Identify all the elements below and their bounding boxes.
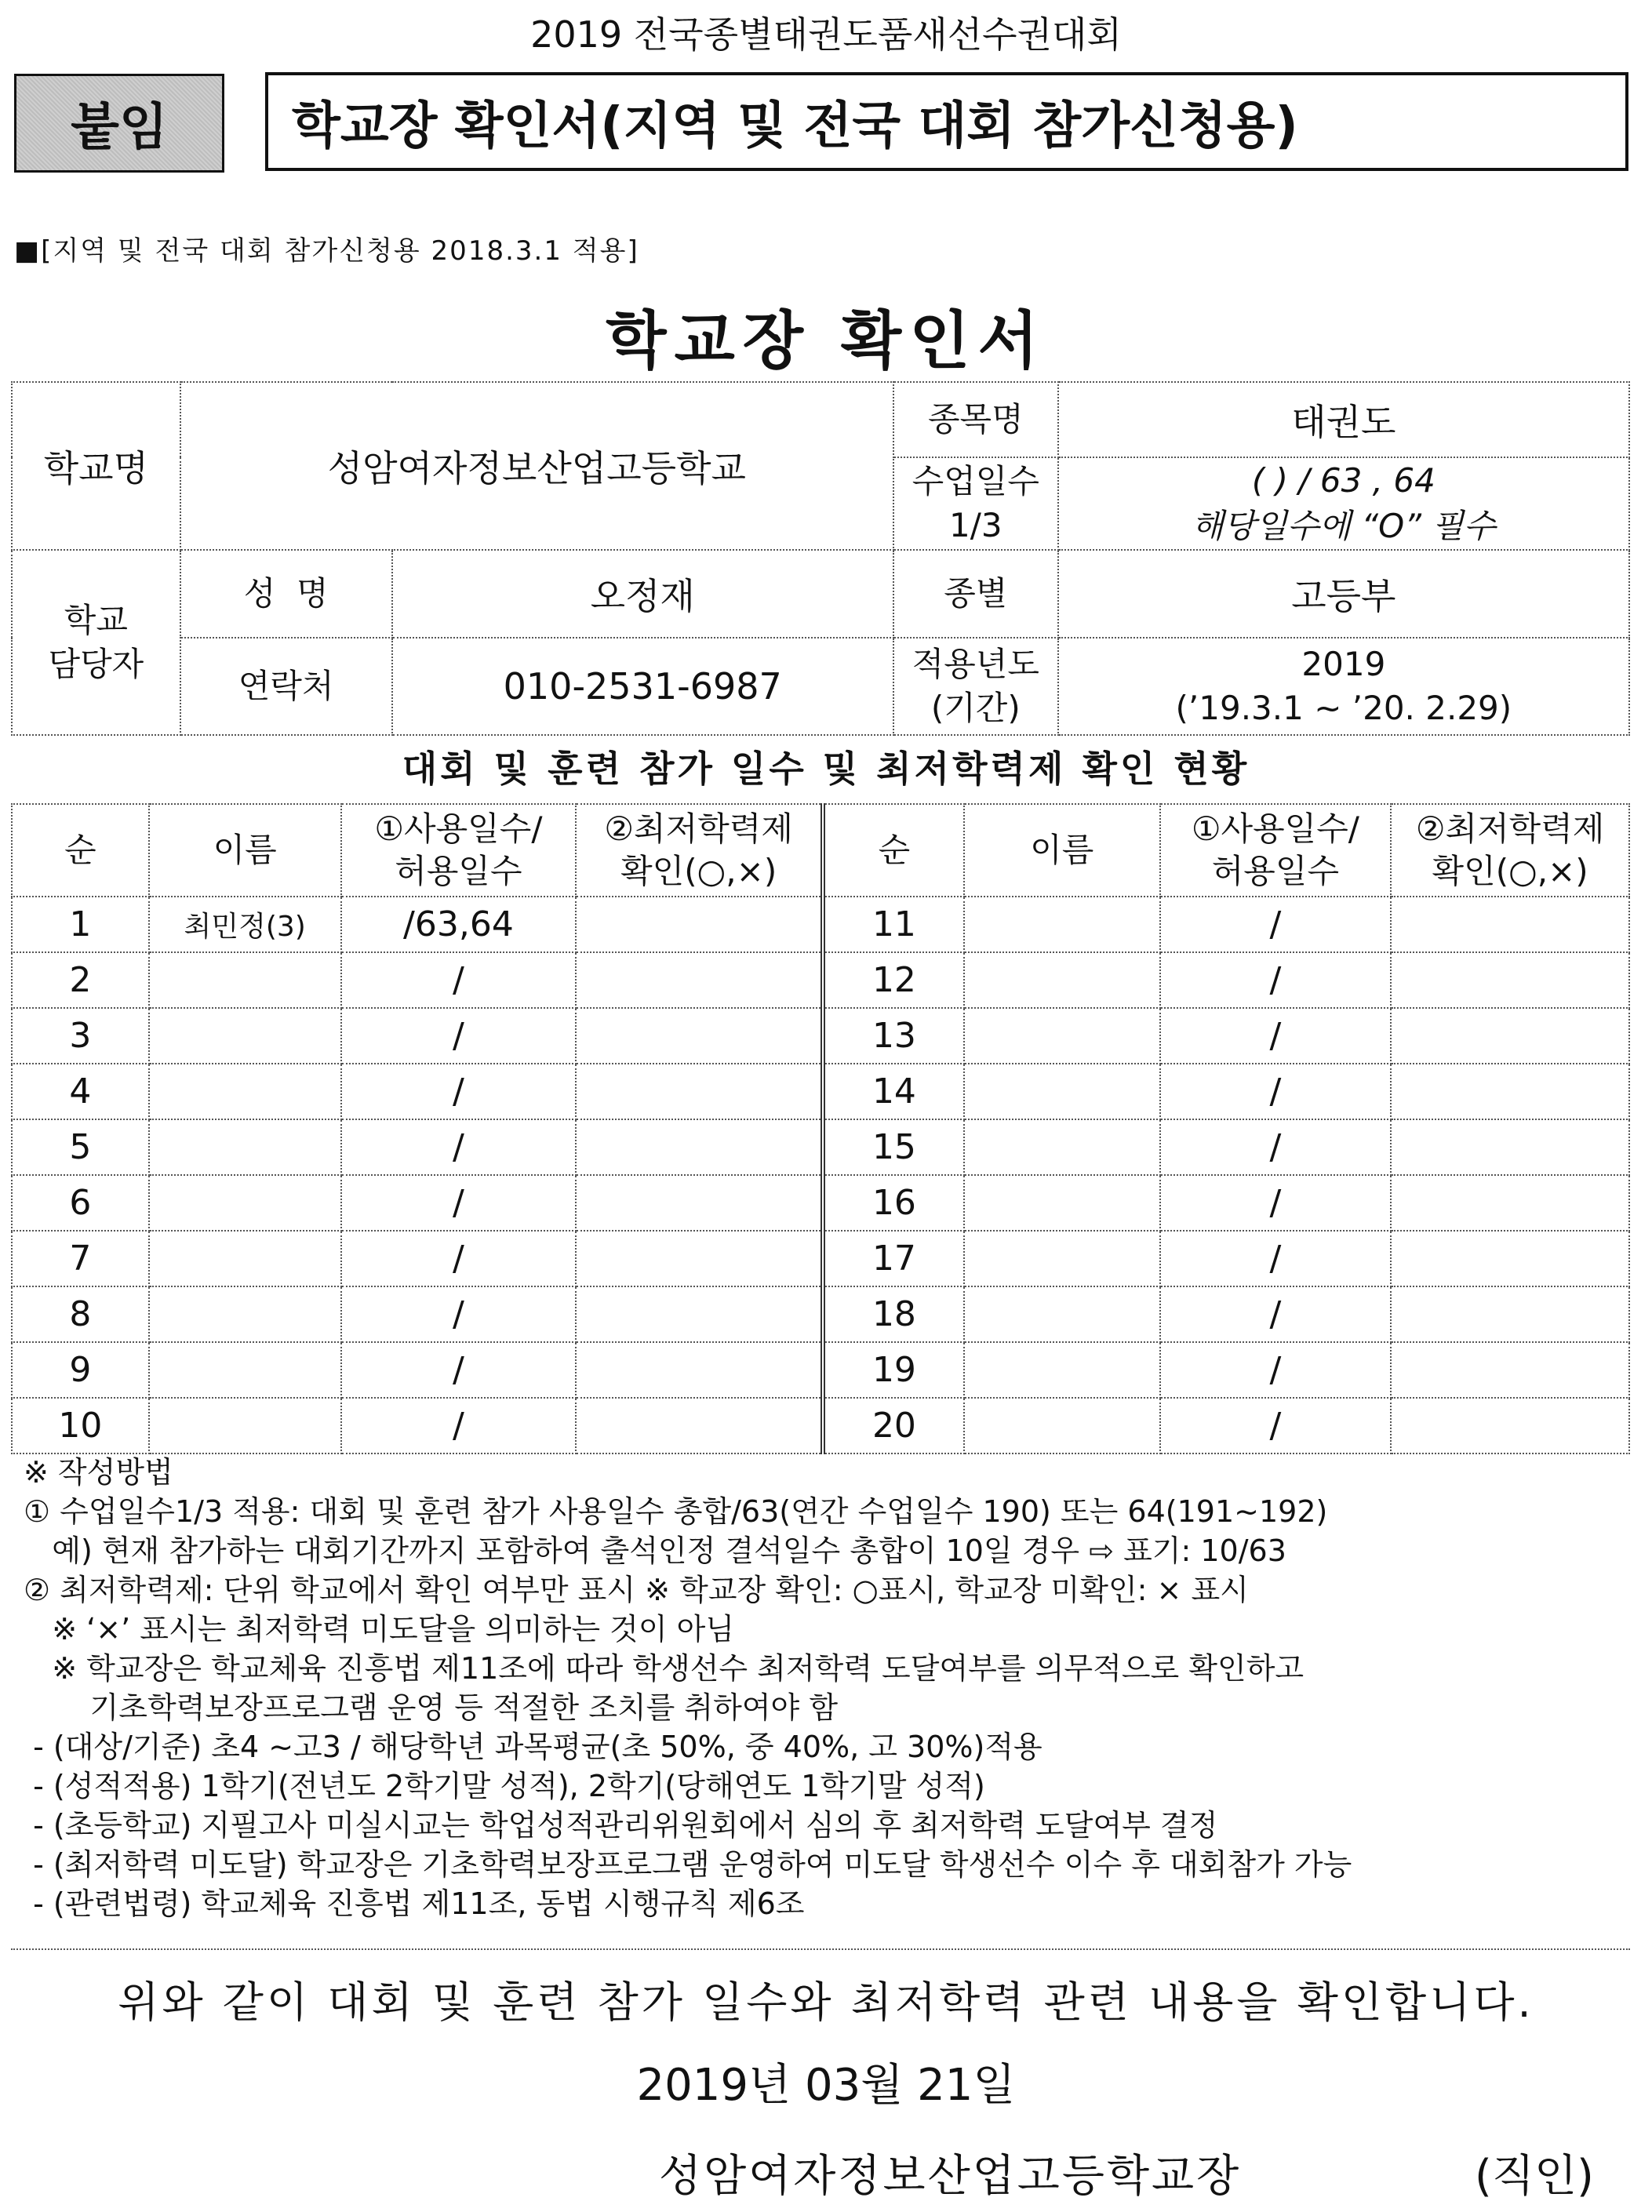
row-number: 20 bbox=[823, 1398, 964, 1453]
row-name bbox=[149, 1008, 341, 1064]
row-name bbox=[149, 1231, 341, 1286]
year-label: 적용년도 (기간) bbox=[893, 638, 1058, 735]
table-row bbox=[12, 952, 1629, 1008]
row-number: 12 bbox=[823, 952, 964, 1008]
row-check bbox=[576, 1119, 823, 1175]
instruction-line: - (성적적용) 1학기(전년도 2학기말 성적), 2학기(당해연도 1학기말 성적) bbox=[24, 1769, 985, 1803]
row-days: / bbox=[1160, 1398, 1392, 1453]
row-check bbox=[576, 1342, 823, 1398]
row-days: / bbox=[1160, 1231, 1392, 1286]
row-days: / bbox=[341, 1175, 577, 1231]
row-number: 3 bbox=[12, 1008, 149, 1064]
notice-line: ■[지역 및 전국 대회 참가신청용 2018.3.1 적용] bbox=[14, 235, 639, 267]
table-row bbox=[12, 1398, 1629, 1453]
sport-value: 태권도 bbox=[1058, 382, 1629, 457]
name-label: 성 명 bbox=[180, 550, 392, 638]
year-value: 2019 (’19.3.1 ~ ’20. 2.29) bbox=[1058, 638, 1629, 735]
row-number: 7 bbox=[12, 1231, 149, 1286]
row-name bbox=[964, 1342, 1160, 1398]
row-days: / bbox=[341, 1064, 577, 1119]
info-table bbox=[11, 381, 1630, 736]
table-row bbox=[12, 1175, 1629, 1231]
row-number: 18 bbox=[823, 1286, 964, 1342]
instruction-line: - (관련법령) 학교체육 진흥법 제11조, 동법 시행규칙 제6조 bbox=[24, 1886, 805, 1921]
document-title: 학교장 확인서 bbox=[606, 304, 1046, 377]
header-check-left: ②최저학력제 확인(○,×) bbox=[576, 804, 823, 897]
row-number: 6 bbox=[12, 1175, 149, 1231]
row-number: 8 bbox=[12, 1286, 149, 1342]
row-days: / bbox=[1160, 1119, 1392, 1175]
instruction-line: 예) 현재 참가하는 대회기간까지 포함하여 출석인정 결석일수 총합이 10일 경우 ⇨ 표기: 10/63 bbox=[24, 1533, 1286, 1568]
row-days: / bbox=[1160, 1008, 1392, 1064]
row-days: / bbox=[341, 1231, 577, 1286]
row-name bbox=[149, 952, 341, 1008]
contact-label: 연락처 bbox=[180, 638, 392, 735]
row-days: / bbox=[341, 1008, 577, 1064]
instruction-line: ② 최저학력제: 단위 학교에서 확인 여부만 표시 ※ 학교장 확인: ○표시, 학교장 미확인: × 표시 bbox=[24, 1573, 1249, 1607]
row-days: / bbox=[1160, 1175, 1392, 1231]
row-name bbox=[964, 1064, 1160, 1119]
seal-label: (직인) bbox=[1475, 2151, 1594, 2202]
school-name: 성암여자정보산업고등학교 bbox=[180, 382, 893, 550]
confirm-statement: 위와 같이 대회 및 훈련 참가 일수와 최저학력 관련 내용을 확인합니다. bbox=[118, 1977, 1534, 2027]
row-check bbox=[576, 1286, 823, 1342]
row-name bbox=[964, 1119, 1160, 1175]
row-number: 4 bbox=[12, 1064, 149, 1119]
row-check bbox=[1391, 1398, 1629, 1453]
row-name bbox=[149, 1398, 341, 1453]
header-days-right: ①사용일수/ 허용일수 bbox=[1160, 804, 1392, 897]
header-days-left: ①사용일수/ 허용일수 bbox=[341, 804, 577, 897]
row-check bbox=[1391, 1231, 1629, 1286]
row-check bbox=[576, 1064, 823, 1119]
table-row bbox=[12, 1342, 1629, 1398]
row-days: / bbox=[341, 1119, 577, 1175]
instruction-line: ※ ‘×’ 표시는 최저학력 미도달을 의미하는 것이 아님 bbox=[24, 1612, 735, 1646]
instruction-line: - (초등학교) 지필고사 미실시교는 학업성적관리위원회에서 심의 후 최저학력 도달여부 결정 bbox=[24, 1808, 1218, 1843]
status-title: 대회 및 훈련 참가 일수 및 최저학력제 확인 현황 bbox=[402, 748, 1250, 790]
instruction-line: 기초학력보장프로그램 운영 등 적절한 조치를 취하여야 함 bbox=[24, 1690, 839, 1725]
row-check bbox=[576, 952, 823, 1008]
row-check bbox=[1391, 897, 1629, 952]
row-name bbox=[149, 1286, 341, 1342]
row-number: 15 bbox=[823, 1119, 964, 1175]
table-row bbox=[12, 1119, 1629, 1175]
row-check bbox=[1391, 952, 1629, 1008]
row-name bbox=[964, 952, 1160, 1008]
row-check bbox=[576, 1008, 823, 1064]
sport-label: 종목명 bbox=[893, 382, 1058, 457]
instruction-line: - (대상/기준) 초4 ~고3 / 해당학년 과목평균(초 50%, 중 40%, 고 30%)적용 bbox=[24, 1730, 1043, 1764]
signer-name: 성암여자정보산업고등학교장 bbox=[659, 2151, 1242, 2202]
row-number: 2 bbox=[12, 952, 149, 1008]
header-check-right: ②최저학력제 확인(○,×) bbox=[1391, 804, 1629, 897]
contact-value: 010-2531-6987 bbox=[392, 638, 893, 735]
row-name bbox=[964, 1231, 1160, 1286]
row-name bbox=[964, 897, 1160, 952]
row-check bbox=[1391, 1008, 1629, 1064]
table-row bbox=[12, 1064, 1629, 1119]
manager-label: 학교 담당자 bbox=[12, 550, 180, 735]
row-number: 19 bbox=[823, 1342, 964, 1398]
school-label: 학교명 bbox=[12, 382, 180, 550]
event-title: 2019 전국종별태권도품새선수권대회 bbox=[530, 13, 1122, 56]
name-value: 오정재 bbox=[392, 550, 893, 638]
instruction-line: - (최저학력 미도달) 학교장은 기초학력보장프로그램 운영하여 미도달 학생선수 이수 후 대회참가 가능 bbox=[24, 1847, 1352, 1882]
table-row bbox=[12, 1231, 1629, 1286]
row-check bbox=[1391, 1342, 1629, 1398]
row-number: 9 bbox=[12, 1342, 149, 1398]
row-days: / bbox=[1160, 1286, 1392, 1342]
row-days: / bbox=[1160, 952, 1392, 1008]
row-number: 1 bbox=[12, 897, 149, 952]
table-row bbox=[12, 897, 1629, 952]
row-number: 16 bbox=[823, 1175, 964, 1231]
issue-date: 2019년 03월 21일 bbox=[636, 2060, 1016, 2111]
header-name-left: 이름 bbox=[149, 804, 341, 897]
row-days: / bbox=[341, 952, 577, 1008]
instruction-line: ※ 학교장은 학교체육 진흥법 제11조에 따라 학생선수 최저학력 도달여부를 의무적으로 확인하고 bbox=[24, 1651, 1304, 1686]
row-name bbox=[149, 1064, 341, 1119]
row-days: / bbox=[341, 1398, 577, 1453]
instructions bbox=[24, 1453, 1639, 1923]
row-name bbox=[149, 1342, 341, 1398]
row-number: 17 bbox=[823, 1231, 964, 1286]
attachment-label: 붙임 bbox=[14, 74, 224, 173]
header-no-right: 순 bbox=[823, 804, 964, 897]
class-days-label: 수업일수 1/3 bbox=[893, 457, 1058, 550]
header-name-right: 이름 bbox=[964, 804, 1160, 897]
row-check bbox=[576, 1231, 823, 1286]
row-number: 11 bbox=[823, 897, 964, 952]
row-name: 최민정(3) bbox=[149, 897, 341, 952]
division-label: 종별 bbox=[893, 550, 1058, 638]
table-row bbox=[12, 1286, 1629, 1342]
row-number: 14 bbox=[823, 1064, 964, 1119]
row-check bbox=[1391, 1175, 1629, 1231]
divider bbox=[11, 1948, 1630, 1950]
row-check bbox=[1391, 1286, 1629, 1342]
row-number: 10 bbox=[12, 1398, 149, 1453]
row-number: 5 bbox=[12, 1119, 149, 1175]
row-days: / bbox=[1160, 1064, 1392, 1119]
instruction-line: ① 수업일수1/3 적용: 대회 및 훈련 참가 사용일수 총합/63(연간 수업일수 190) 또는 64(191~192) bbox=[24, 1494, 1328, 1529]
header-title: 학교장 확인서(지역 및 전국 대회 참가신청용) bbox=[265, 72, 1628, 171]
row-check bbox=[576, 897, 823, 952]
roster-table bbox=[11, 803, 1630, 1454]
row-name bbox=[964, 1175, 1160, 1231]
row-days: / bbox=[341, 1342, 577, 1398]
division-value: 고등부 bbox=[1058, 550, 1629, 638]
row-check bbox=[1391, 1064, 1629, 1119]
row-check bbox=[1391, 1119, 1629, 1175]
table-row bbox=[12, 1008, 1629, 1064]
row-check bbox=[576, 1175, 823, 1231]
row-name bbox=[964, 1286, 1160, 1342]
row-number: 13 bbox=[823, 1008, 964, 1064]
row-check bbox=[576, 1398, 823, 1453]
instruction-line: ※ 작성방법 bbox=[24, 1455, 173, 1490]
header-no-left: 순 bbox=[12, 804, 149, 897]
row-days: / bbox=[341, 1286, 577, 1342]
class-days-value: ( ) / 63 , 64 해당일수에 “O” 필수 bbox=[1058, 457, 1629, 550]
row-days: / bbox=[1160, 897, 1392, 952]
row-days: / bbox=[1160, 1342, 1392, 1398]
row-name bbox=[964, 1008, 1160, 1064]
row-name bbox=[964, 1398, 1160, 1453]
row-name bbox=[149, 1119, 341, 1175]
row-days: /63,64 bbox=[341, 897, 577, 952]
row-name bbox=[149, 1175, 341, 1231]
